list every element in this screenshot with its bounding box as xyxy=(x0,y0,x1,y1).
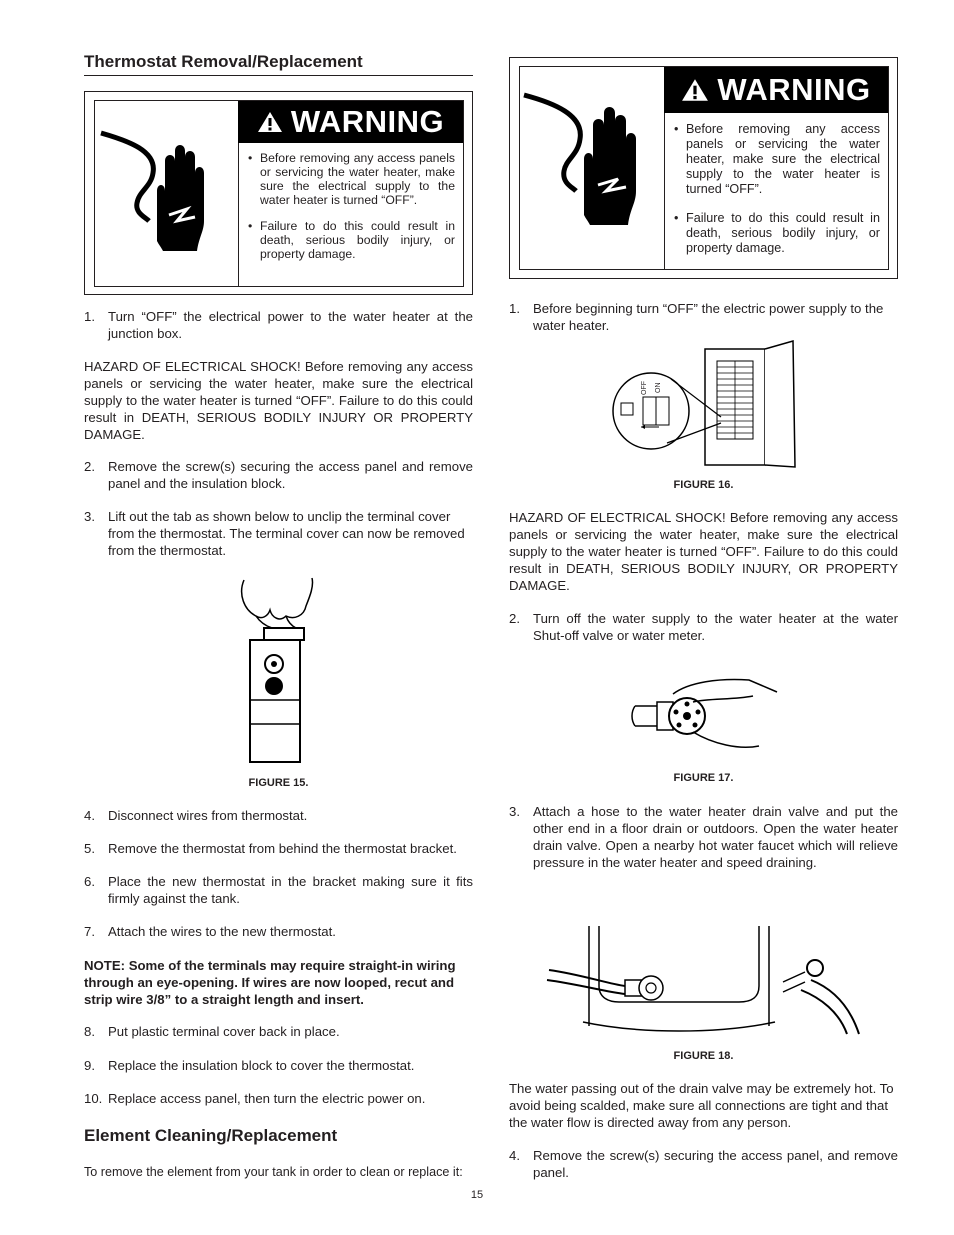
step-text: Lift out the tab as shown below to unclip the terminal cover from the thermostat. The terminal cover can now be removed from the thermostat. xyxy=(108,509,465,558)
step-item xyxy=(84,923,473,940)
step-text: Replace the insulation block to cover the thermostat. xyxy=(108,1058,415,1073)
page-number: 15 xyxy=(470,1189,484,1201)
warning-header xyxy=(238,101,463,143)
warning-bullet: • Before removing any access panels or servicing the water heater, make sure the electrical supply to the water heater is turned “OFF”. xyxy=(674,122,880,197)
figure-caption: FIGURE 16. xyxy=(673,479,734,491)
section-heading-element: Element Cleaning/Replacement xyxy=(84,1126,338,1145)
warning-bullets xyxy=(674,122,880,268)
step-number: 4. xyxy=(509,1148,520,1163)
warning-label xyxy=(94,100,464,287)
section-heading-thermostat: Thermostat Removal/Replacement xyxy=(84,52,473,76)
step-item xyxy=(84,1090,473,1107)
step-item xyxy=(509,610,898,644)
hazard-paragraph: HAZARD OF ELECTRICAL SHOCK! Before removing any access panels or servicing the water heater, make sure the electrical supply to the water heater is turned “OFF”. Failure to do this could result in DEATH, SERIOUS BODILY INJURY OR PROPERTY DAMAGE. xyxy=(84,359,473,442)
step-text: Put plastic terminal cover back in place. xyxy=(108,1024,340,1039)
hot-water-paragraph: The water passing out of the drain valve may be extremely hot. To avoid being scalded, make sure all connections are tight and that the water flow is directed away from any person. xyxy=(509,1081,894,1130)
step-text: Place the new thermostat in the bracket making sure it fits firmly against the tank. xyxy=(108,874,473,906)
step-number: 1. xyxy=(84,309,95,324)
step-number: 2. xyxy=(84,459,95,474)
warning-bullets xyxy=(248,151,455,273)
figure-caption: FIGURE 17. xyxy=(673,772,734,784)
warning-header xyxy=(664,67,888,113)
step-text: Turn off the water supply to the water heater at the water Shut-off valve or water meter. xyxy=(533,611,898,643)
step-text: Remove the screw(s) securing the access panel and remove panel and the insulation block. xyxy=(108,459,473,491)
warning-label xyxy=(519,66,889,270)
hazard-paragraph: HAZARD OF ELECTRICAL SHOCK! Before removing any access panels or servicing the water heater, make sure the electrical supply to the water heater is turned “OFF”. Failure to do this could result in DEATH, SERIOUS BODILY INJURY, OR PROPERTY DAMAGE. xyxy=(509,510,898,593)
step-number: 3. xyxy=(84,509,95,524)
warning-triangle-icon xyxy=(681,78,709,102)
step-item xyxy=(509,300,898,334)
warning-bullet: • Failure to do this could result in death, serious bodily injury, or property damage. xyxy=(674,211,880,256)
breaker-off-label: OFF xyxy=(641,381,648,395)
thermostat-figure xyxy=(236,576,336,764)
step-item xyxy=(84,840,473,857)
step-number: 2. xyxy=(509,611,520,626)
figure-caption: FIGURE 18. xyxy=(673,1050,734,1062)
step-text: Replace access panel, then turn the electric power on. xyxy=(108,1091,426,1106)
breaker-panel-figure xyxy=(609,339,799,469)
step-text: Turn “OFF” the electrical power to the water heater at the junction box. xyxy=(108,309,473,341)
figure-caption: FIGURE 15. xyxy=(248,777,309,789)
step-number: 1. xyxy=(509,301,520,316)
step-number: 3. xyxy=(509,804,520,819)
step-item xyxy=(84,458,473,492)
warning-bullet: • Failure to do this could result in death, serious bodily injury, or property damage. xyxy=(248,219,455,261)
warning-box xyxy=(509,57,898,279)
warning-title: WARNING xyxy=(290,104,445,139)
warning-title: WARNING xyxy=(717,72,871,107)
step-item xyxy=(84,508,473,559)
warning-bullet: • Before removing any access panels or servicing the water heater, make sure the electrical supply to the water heater is turned “OFF”. xyxy=(248,151,455,207)
step-text: Remove the screw(s) securing the access panel, and remove panel. xyxy=(533,1148,898,1180)
electric-shock-hand-icon xyxy=(522,81,667,251)
warning-box xyxy=(84,91,473,295)
step-text: Attach the wires to the new thermostat. xyxy=(108,924,336,939)
step-item xyxy=(84,873,473,907)
wiring-note: NOTE: Some of the terminals may require straight-in wiring through an eye-opening. If wires are now looped, recut and strip wire 3/8” to a straight length and insert. xyxy=(84,958,456,1007)
warning-triangle-icon xyxy=(257,111,283,133)
step-item xyxy=(84,1023,473,1040)
step-number: 7. xyxy=(84,924,95,939)
step-number: 8. xyxy=(84,1024,95,1039)
element-intro: To remove the element from your tank in order to clean or replace it: xyxy=(84,1165,463,1179)
step-number: 6. xyxy=(84,874,95,889)
drain-hose-figure xyxy=(539,926,869,1036)
step-text: Before beginning turn “OFF” the electric power supply to the water heater. xyxy=(533,301,884,333)
step-item xyxy=(84,308,473,342)
step-number: 4. xyxy=(84,808,95,823)
step-number: 10. xyxy=(84,1091,103,1106)
step-item xyxy=(84,1057,473,1074)
step-number: 5. xyxy=(84,841,95,856)
step-text: Remove the thermostat from behind the thermostat bracket. xyxy=(108,841,457,856)
shutoff-valve-figure xyxy=(629,672,779,752)
step-item xyxy=(509,803,898,871)
electric-shock-hand-icon xyxy=(99,121,234,271)
step-text: Attach a hose to the water heater drain valve and put the other end in a floor drain or outdoors. Open the water heater drain valve. Open a nearby hot water faucet which will relieve pressure in the water heater and speed draining. xyxy=(533,804,898,870)
step-item xyxy=(84,807,473,824)
step-number: 9. xyxy=(84,1058,95,1073)
breaker-on-label: ON xyxy=(655,382,662,393)
step-item xyxy=(509,1147,898,1181)
step-text: Disconnect wires from thermostat. xyxy=(108,808,308,823)
